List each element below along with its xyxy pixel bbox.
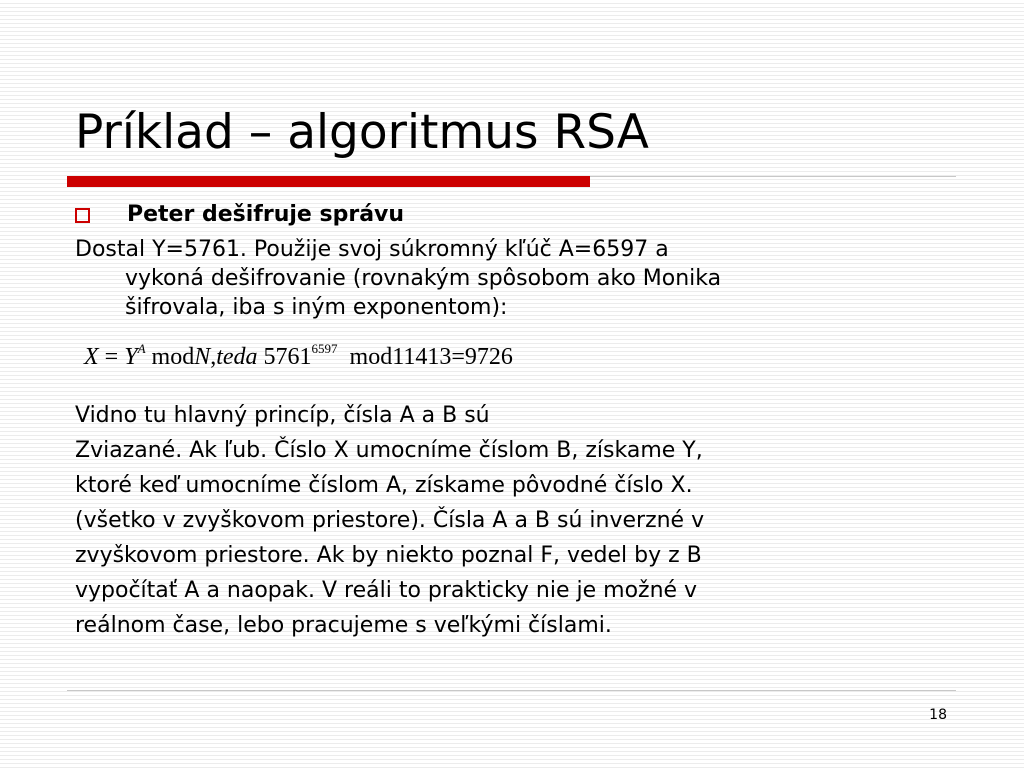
page-number: 18 — [929, 707, 947, 723]
square-bullet-icon — [75, 208, 90, 223]
formula-modulus: 11413 — [392, 344, 452, 370]
footer-divider — [67, 690, 956, 691]
formula-equals: = — [451, 344, 465, 370]
formula-exponent-value: 6597 — [311, 341, 338, 356]
explanation-paragraph — [75, 398, 975, 643]
title-underline-line — [590, 176, 956, 177]
bullet-heading: Peter dešifruje správu — [127, 202, 405, 227]
body-line: (všetko v zvyškovom priestore). Čísla A a B sú inverzné v — [75, 508, 705, 533]
body-line: ktoré keď umocníme číslom A, získame pôvodné číslo X. — [75, 473, 693, 498]
body-line: zvyškovom priestore. Ak by niekto poznal F, vedel by z B — [75, 543, 702, 568]
body-line: Zviazané. Ak ľub. Číslo X umocníme číslom B, získame Y, — [75, 438, 703, 463]
formula-comma: , — [210, 344, 217, 370]
paragraph-line: Dostal Y=5761. Použije svoj súkromný kľúč A=6597 a — [75, 237, 669, 262]
body-line: reálnom čase, lebo pracujeme s veľkými číslami. — [75, 613, 612, 638]
title-underline-accent — [67, 176, 590, 187]
paragraph-line: šifrovala, iba s iným exponentom): — [125, 295, 508, 320]
paragraph-line: vykoná dešifrovanie (rovnakým spôsobom ako Monika — [125, 266, 722, 291]
bullet-item — [75, 200, 404, 230]
rsa-formula — [84, 337, 513, 377]
formula-exponent-a: A — [137, 341, 146, 356]
body-line: Vidno tu hlavný princíp, čísla A a B sú — [75, 403, 490, 428]
body-line: vypočítať A a naopak. V reáli to prakticky nie je možné v — [75, 578, 698, 603]
formula-y: Y — [124, 344, 138, 370]
formula-mod: mod — [349, 344, 393, 370]
formula-teda: teda — [216, 344, 258, 370]
formula-result: 9726 — [464, 344, 513, 370]
formula-equals: = — [104, 344, 119, 370]
intro-paragraph — [75, 235, 975, 322]
slide-title: Príklad – algoritmus RSA — [75, 105, 649, 160]
formula-n: N — [194, 344, 211, 370]
formula-mod: mod — [151, 344, 195, 370]
formula-x: X — [84, 344, 99, 370]
formula-base: 5761 — [263, 344, 312, 370]
